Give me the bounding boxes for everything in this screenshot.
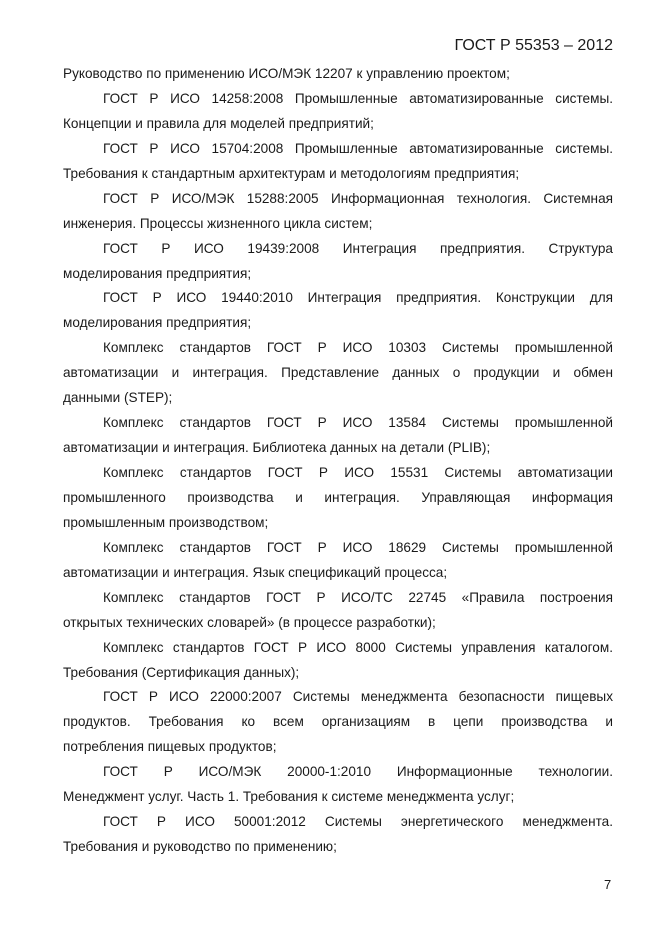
text-line: инженерия. Процессы жизненного цикла систем; (63, 215, 373, 231)
paragraph (63, 137, 613, 187)
text-line: потребления пищевых продуктов; (63, 739, 277, 755)
text-line: ГОСТ Р ИСО 19439:2008 Интеграция предприятия. Структура (103, 240, 613, 256)
text-line: моделирования предприятия; (63, 265, 252, 281)
text-line: ГОСТ Р ИСО 14258:2008 Промышленные автоматизированные системы. (103, 90, 613, 106)
text-line: Комплекс стандартов ГОСТ Р ИСО 13584 Системы промышленной (103, 415, 613, 431)
text-line: автоматизации и интеграция. Язык спецификаций процесса; (63, 564, 448, 580)
text-line: Комплекс стандартов ГОСТ Р ИСО 15531 Системы автоматизации (103, 465, 613, 480)
paragraph (63, 286, 613, 336)
text-line: открытых технических словарей» (в процессе разработки); (63, 614, 436, 630)
paragraph (63, 237, 613, 287)
paragraph (63, 461, 613, 536)
text-line: Руководство по применению ИСО/МЭК 12207 к управлению проектом; (63, 66, 510, 81)
text-line: Менеджмент услуг. Часть 1. Требования к системе менеджмента услуг; (63, 789, 515, 805)
paragraph (63, 760, 613, 810)
text-line: Комплекс стандартов ГОСТ Р ИСО 10303 Системы промышленной (103, 340, 613, 356)
text-line: промышленного производства и интеграция. Управляющая информация (63, 489, 613, 505)
text-line: продуктов. Требования ко всем организациям в цепи производства и (63, 714, 613, 730)
text-line: автоматизации и интеграция. Библиотека данных на детали (PLIB); (63, 440, 491, 456)
text-line: ГОСТ Р ИСО 19440:2010 Интеграция предприятия. Конструкции для (103, 290, 613, 306)
text-line: Комплекс стандартов ГОСТ Р ИСО 18629 Системы промышленной (103, 539, 613, 555)
text-line: промышленным производством; (63, 514, 269, 530)
document-header: ГОСТ Р 55353 – 2012 (454, 37, 613, 54)
paragraph (63, 411, 613, 461)
text-line: Концепции и правила для моделей предприятий; (63, 115, 374, 131)
paragraph (63, 536, 613, 586)
paragraph (63, 87, 613, 137)
text-line: ГОСТ Р ИСО/МЭК 20000-1:2010 Информационные технологии. (103, 764, 613, 780)
paragraph (63, 62, 613, 87)
text-line: Требования и руководство по применению; (63, 839, 337, 855)
text-line: ГОСТ Р ИСО 22000:2007 Системы менеджмента безопасности пищевых (103, 689, 613, 705)
paragraph (63, 636, 613, 686)
document-body (63, 62, 613, 860)
paragraph (63, 187, 613, 237)
page-number: 7 (604, 877, 612, 892)
paragraph (63, 810, 613, 860)
text-line: ГОСТ Р ИСО 50001:2012 Системы энергетического менеджмента. (103, 814, 613, 830)
text-line: автоматизации и интеграция. Представление данных о продукции и обмен (63, 365, 613, 381)
text-line: Требования к стандартным архитектурам и методологиям предприятия; (63, 165, 520, 181)
text-line: ГОСТ Р ИСО/МЭК 15288:2005 Информационная технология. Системная (103, 190, 613, 206)
paragraph (63, 685, 613, 760)
paragraph (63, 586, 613, 636)
text-line: ГОСТ Р ИСО 15704:2008 Промышленные автоматизированные системы. (103, 140, 613, 156)
text-line: Комплекс стандартов ГОСТ Р ИСО/ТС 22745 «Правила построения (103, 589, 613, 605)
text-line: Комплекс стандартов ГОСТ Р ИСО 8000 Системы управления каталогом. (103, 639, 613, 655)
text-line: моделирования предприятия; (63, 315, 252, 331)
text-line: данными (STEP); (63, 390, 173, 406)
paragraph (63, 336, 613, 411)
text-line: Требования (Сертификация данных); (63, 664, 300, 680)
